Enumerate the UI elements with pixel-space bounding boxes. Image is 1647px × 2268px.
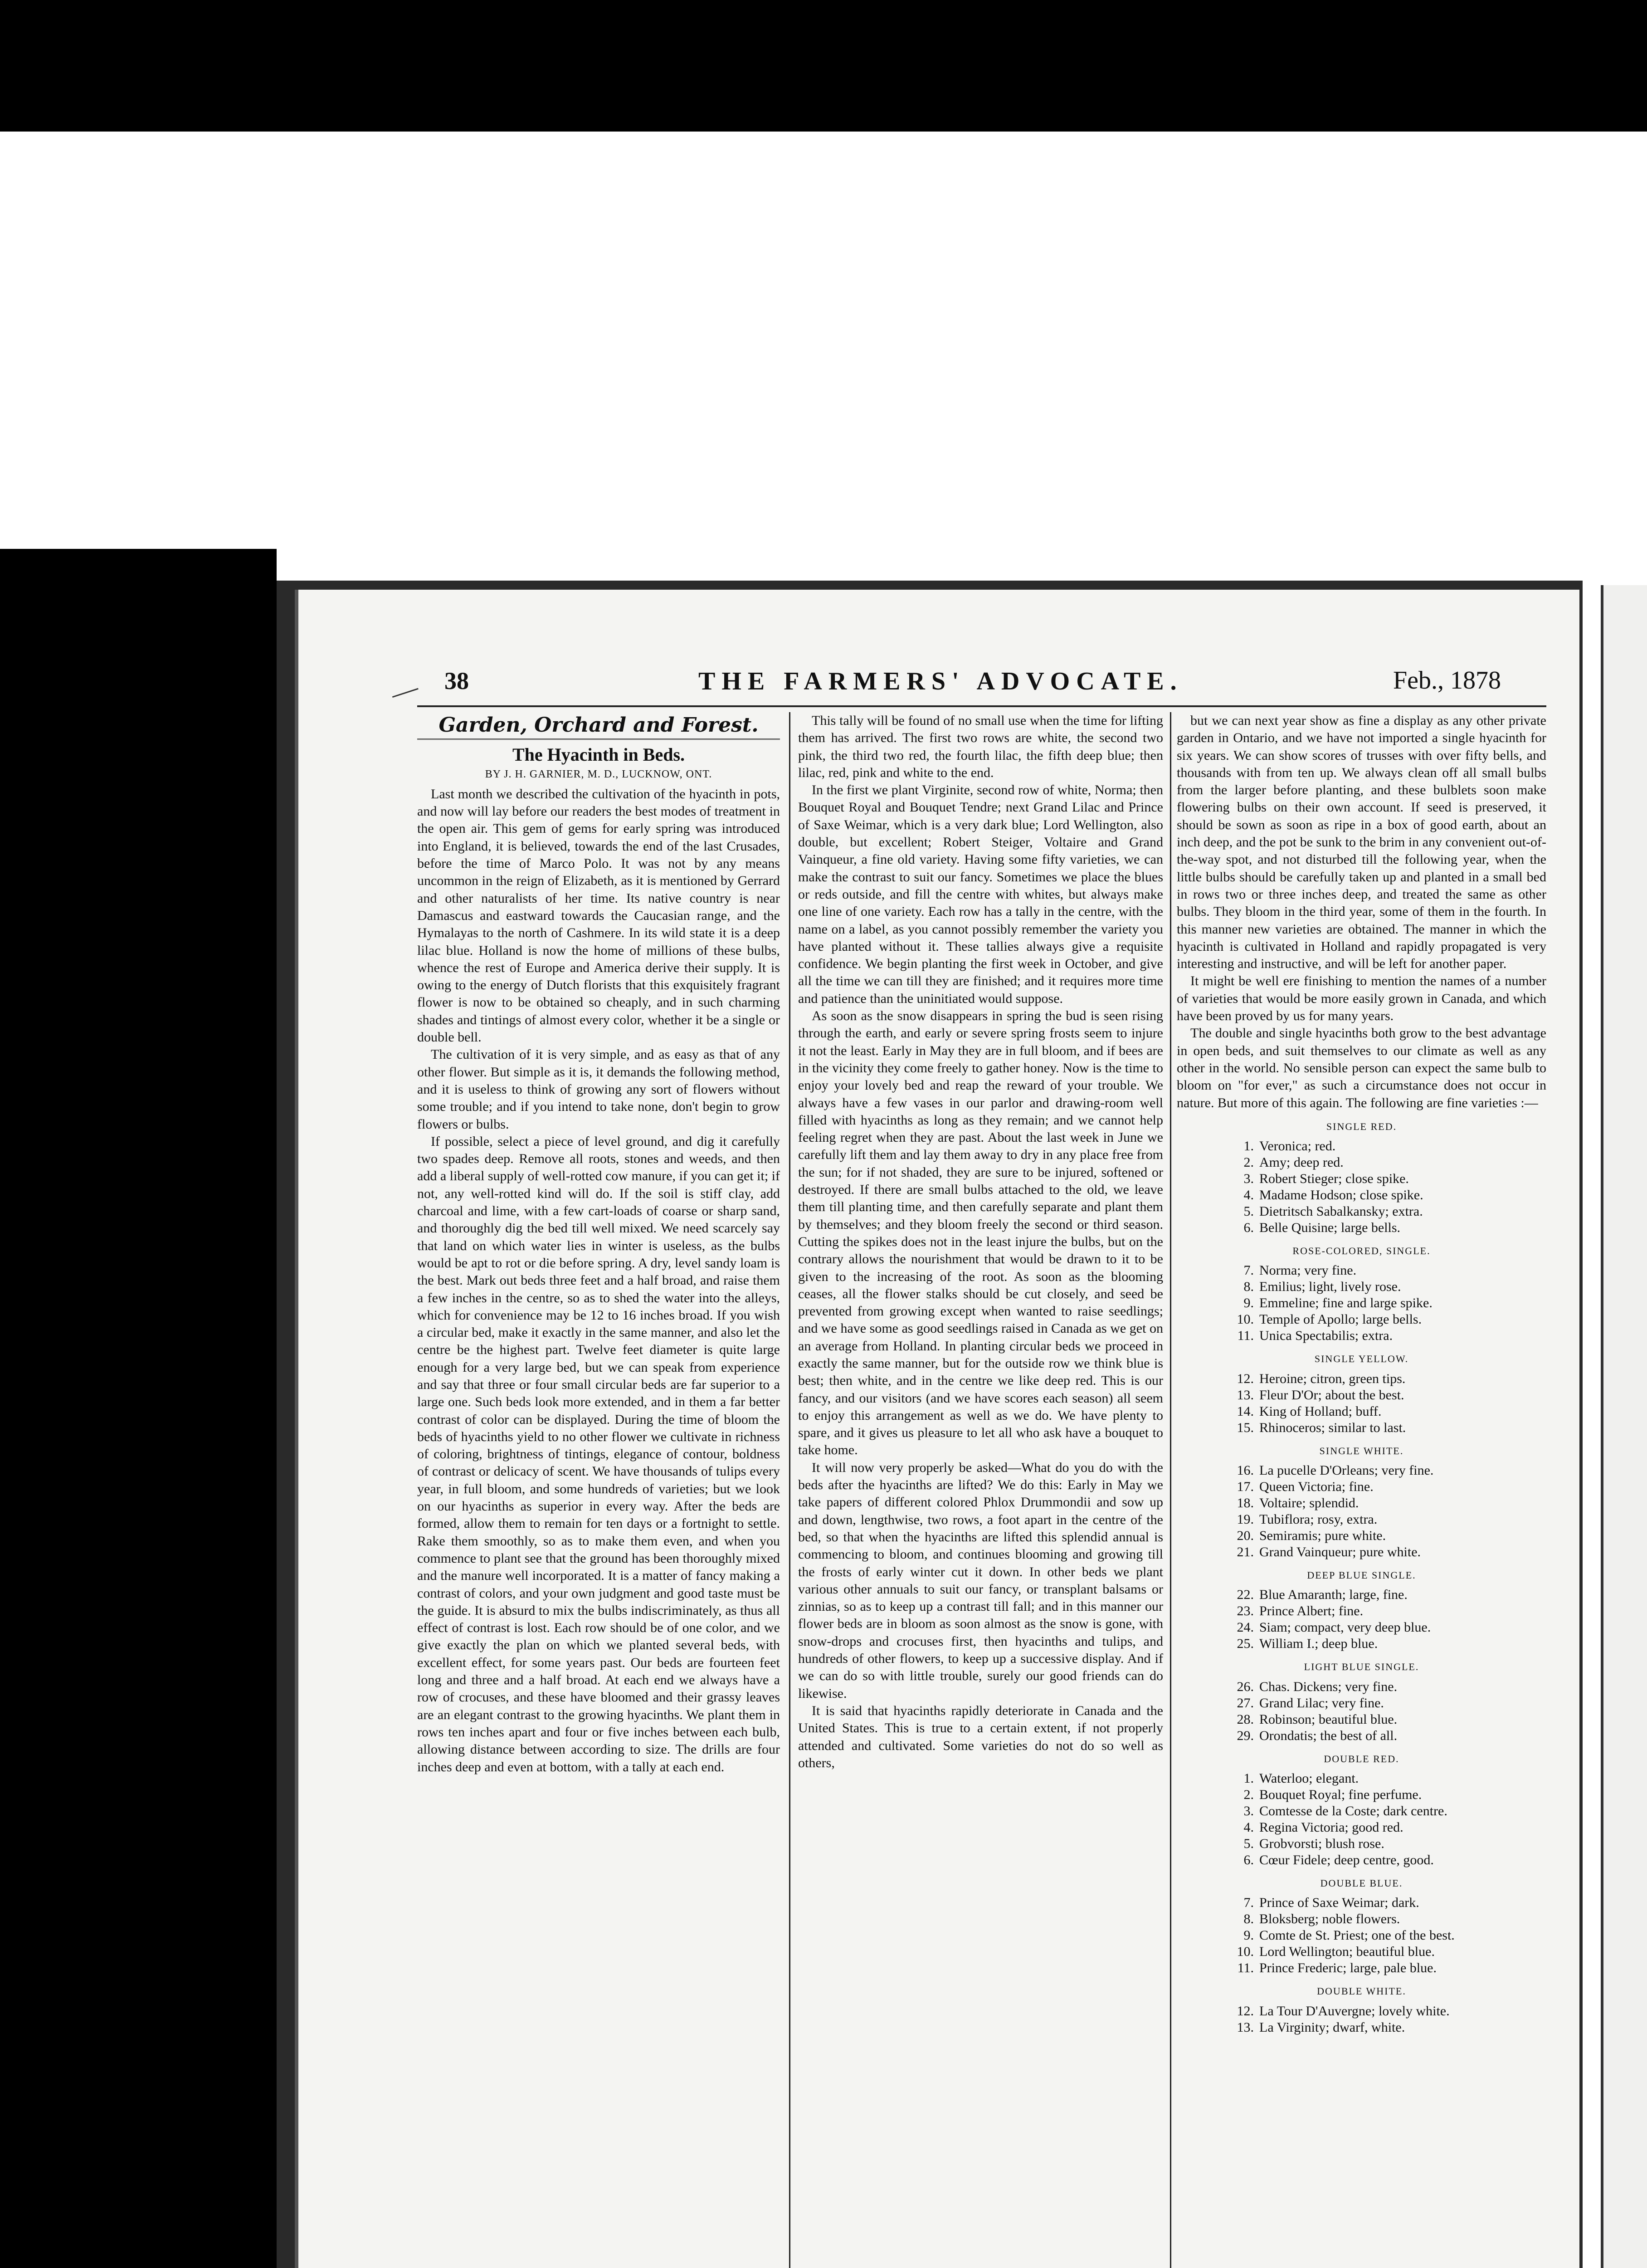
variety-item: [1231, 1587, 1546, 1603]
scan-margin-top: [0, 132, 1647, 549]
paragraph: The cultivation of it is very simple, and as easy as that of any other flower. But simple as it is, it demands the following method, and it is useless to think of growing any sort of flowers without some trouble; and if you intend to take none, don't begin to grow flowers or bulbs.: [417, 1047, 780, 1132]
variety-number: 9.: [1243, 1295, 1254, 1311]
variety-number: 23.: [1237, 1603, 1254, 1619]
variety-item: [1231, 1462, 1546, 1479]
variety-item: [1231, 1819, 1546, 1836]
variety-name: King of Holland; buff.: [1259, 1403, 1382, 1419]
variety-number: 5.: [1243, 1204, 1254, 1219]
variety-item: [1231, 1852, 1546, 1868]
variety-name: Tubiflora; rosy, extra.: [1259, 1512, 1378, 1527]
paragraph: If possible, select a piece of level ground, and dig it carefully two spades deep. Remove all roots, stones and weeds, and then add a liberal supply of well-rotted cow manure, if you can get it; if not, any well-rotted kind will do. If the soil is stiff clay, add charcoal and lime, with a few cart-loads of coarse or sharp sand, and thoroughly dig the bed till well mixed. We need scarcely say that land on which water lies in winter is useless, as the bulbs would be apt to rot or die before spring. A dry, level sandy loam is the best. Mark out beds three feet and a half broad, and raise them a few inches in the centre, so as to shed the water into the alleys, which for convenience may be 12 to 16 inches broad. If you wish a circular bed, make it exactly in the same manner, and also let the centre be the highest part. Twelve feet diameter is quite large enough for a very large bed, but we can speak from experience and say that three or four small circular beds are far superior to a large one. Such beds look more extended, and in them a far better contrast of color can be displayed. During the time of bloom the beds of hyacinths yield to no other flower we cultivate in richness of coloring, brightness of tintings, elegance of contour, boldness of contrast or delicacy of scent. We have thousands of tulips every year, in full bloom, and some hundreds of varieties; but we look on our hyacinths as superior in every way. After the beds are formed, allow them to remain for ten days or a fortnight to settle. Rake them smoothly, so as to make them even, and when you commence to plant see that the ground has been thoroughly mixed and the manure well incorporated. It is a matter of fancy making a contrast of colors, and your own judgment and good taste must be the guide. It is absurd to mix the bulbs indiscriminately, as thus all effect of contrast is lost. Each row should be of one color, and we give exactly the plan on which we planted several beds, with excellent effect, for some years past. Our beds are fourteen feet long and three and a half broad. At each end we always have a row of crocuses, and these have bloomed and their grassy leaves are an elegant contrast to the growing hyacinths. We plant them in rows ten inches apart and four or five inches between each bulb, allowing distance between according to size. The drills are four inches deep and even at bottom, with a tally at each end.: [417, 1134, 780, 1774]
variety-number: 2.: [1243, 1787, 1254, 1802]
variety-number: 1.: [1243, 1139, 1254, 1154]
variety-item: [1231, 1695, 1546, 1711]
variety-item: [1231, 1495, 1546, 1511]
variety-number: 14.: [1237, 1403, 1254, 1419]
variety-list-heading: SINGLE RED.: [1326, 1120, 1397, 1132]
variety-list: [1177, 2003, 1546, 2036]
variety-item: [1231, 1371, 1546, 1387]
variety-name: Heroine; citron, green tips.: [1259, 1371, 1406, 1386]
column-rule: [789, 712, 790, 2268]
variety-item: [1231, 1220, 1546, 1236]
facing-page-edge: [1601, 585, 1647, 2268]
variety-item: [1231, 1171, 1546, 1187]
variety-item: [1231, 1836, 1546, 1852]
variety-name: Siam; compact, very deep blue.: [1259, 1620, 1431, 1635]
variety-number: 3.: [1243, 1803, 1254, 1818]
variety-name: Comte de St. Priest; one of the best.: [1259, 1928, 1455, 1943]
variety-number: 22.: [1237, 1587, 1254, 1603]
variety-number: 4.: [1243, 1188, 1254, 1203]
variety-item: [1231, 1619, 1546, 1636]
variety-name: Prince Frederic; large, pale blue.: [1259, 1960, 1437, 1976]
variety-item: [1231, 1770, 1546, 1787]
variety-number: 8.: [1243, 1911, 1254, 1927]
variety-item: [1231, 1528, 1546, 1544]
variety-number: 12.: [1237, 2003, 1254, 2019]
variety-lists: [1177, 1118, 1546, 2036]
variety-list: [1177, 1587, 1546, 1652]
variety-name: Semiramis; pure white.: [1259, 1528, 1386, 1544]
variety-item: [1231, 1262, 1546, 1279]
variety-name: Veronica; red.: [1259, 1139, 1336, 1154]
variety-number: 27.: [1237, 1695, 1254, 1711]
variety-item: [1231, 1960, 1546, 1976]
variety-item: [1231, 1311, 1546, 1328]
variety-number: 8.: [1243, 1279, 1254, 1295]
page-number: 38: [444, 667, 469, 694]
variety-number: 24.: [1237, 1620, 1254, 1635]
variety-name: Emilius; light, lively rose.: [1259, 1279, 1401, 1295]
variety-name: Comtesse de la Coste; dark centre.: [1259, 1803, 1447, 1818]
variety-item: [1231, 1511, 1546, 1528]
variety-item: [1231, 1420, 1546, 1436]
column-rule: [1170, 712, 1171, 2268]
variety-number: 13.: [1237, 1387, 1254, 1403]
variety-number: 11.: [1237, 1960, 1254, 1976]
variety-name: Cœur Fidele; deep centre, good.: [1259, 1852, 1434, 1867]
variety-name: Amy; deep red.: [1259, 1155, 1344, 1170]
variety-number: 20.: [1237, 1528, 1254, 1544]
variety-item: [1231, 1403, 1546, 1420]
variety-name: Prince Albert; fine.: [1259, 1603, 1364, 1619]
section-heading: Garden, Orchard and Forest.: [417, 717, 780, 740]
variety-list: [1177, 1371, 1546, 1436]
variety-name: La Virginity; dwarf, white.: [1259, 2019, 1405, 2035]
variety-item: [1231, 1279, 1546, 1295]
variety-number: 25.: [1237, 1636, 1254, 1652]
variety-name: Robinson; beautiful blue.: [1259, 1711, 1398, 1727]
variety-number: 26.: [1237, 1679, 1254, 1694]
variety-number: 9.: [1243, 1928, 1254, 1943]
variety-list-heading: DOUBLE BLUE.: [1320, 1877, 1403, 1889]
paragraph: Last month we described the cultivation of the hyacinth in pots, and now will lay before our readers the best modes of treatment in the open air. This gem of gems for early spring was introduced into England, it is believed, towards the end of the last Crusades, before the time of Marco Polo. It was not by any means uncommon in the reign of Elizabeth, as it is mentioned by Gerrard and other naturalists of her time. Its native country is near Damascus and eastward towards the Caucasian range, and the Hymalayas to the north of Cashmere. In its wild state it is a deep lilac blue. Holland is now the home of millions of these bulbs, whence the rest of Europe and America derive their supply. It is owing to the energy of Dutch florists that this exquisitely fragrant flower is now to be obtained so cheaply, and in such charming shades and tintings of almost every color, whether it be a single or double bell.: [417, 786, 780, 1045]
variety-name: William I.; deep blue.: [1259, 1636, 1378, 1652]
variety-name: Voltaire; splendid.: [1259, 1496, 1359, 1511]
variety-number: 5.: [1243, 1836, 1254, 1851]
variety-number: 29.: [1237, 1728, 1254, 1743]
variety-number: 7.: [1243, 1895, 1254, 1911]
variety-number: 6.: [1243, 1220, 1254, 1236]
variety-number: 7.: [1243, 1263, 1254, 1278]
variety-number: 10.: [1237, 1944, 1254, 1960]
variety-name: La pucelle D'Orleans; very fine.: [1259, 1463, 1434, 1478]
paragraph: It might be well ere finishing to mention the names of a number of varieties that would be more easily grown in Canada, and which have been proved by us for many years.: [1177, 973, 1546, 1024]
variety-list: [1177, 1895, 1546, 1976]
variety-list-heading: SINGLE YELLOW.: [1314, 1353, 1409, 1365]
variety-item: [1231, 1544, 1546, 1560]
variety-name: Grand Vainqueur; pure white.: [1259, 1545, 1421, 1560]
variety-name: Regina Victoria; good red.: [1259, 1819, 1403, 1835]
variety-name: Orondatis; the best of all.: [1259, 1728, 1398, 1743]
variety-list: [1177, 1462, 1546, 1560]
column-1: [417, 712, 780, 2268]
variety-name: Rhinoceros; similar to last.: [1259, 1420, 1406, 1435]
variety-number: 3.: [1243, 1171, 1254, 1187]
variety-number: 19.: [1237, 1512, 1254, 1527]
variety-list: [1177, 1138, 1546, 1236]
variety-item: [1231, 1636, 1546, 1652]
column-2: [798, 712, 1163, 2268]
variety-item: [1231, 1203, 1546, 1220]
variety-number: 6.: [1243, 1852, 1254, 1867]
variety-list-heading: ROSE-COLORED, SINGLE.: [1292, 1245, 1431, 1257]
article-byline: BY J. H. GARNIER, M. D., LUCKNOW, ONT.: [485, 768, 712, 780]
variety-list-heading: LIGHT BLUE SINGLE.: [1304, 1661, 1419, 1673]
header-rule: [417, 705, 1546, 707]
variety-item: [1231, 1154, 1546, 1171]
variety-item: [1231, 1711, 1546, 1728]
issue-date: Feb., 1878: [1393, 666, 1501, 694]
variety-name: Temple of Apollo; large bells.: [1259, 1312, 1422, 1327]
variety-list: [1177, 1770, 1546, 1868]
paragraph: It will now very properly be asked—What do you do with the beds after the hyacinths are lifted? We do this: Early in May we take papers of different colored Phlox Drummondii and sow up and down, lengthwise, two rows, a foot apart in the centre of the bed, so that when the hyacinths are lifted this splendid annual is commencing to bloom, and continues blooming and growing till the frosts of early winter cut it down. In other beds we plant various other annuals to suit our fancy, or transplant balsams or zinnias, so as to keep up a contrast till fall; and in this manner our flower beds are in bloom as soon almost as the snow is gone, with snow-drops and crocuses first, then hyacinths and tulips, and hundreds of other flowers, to keep up a successive display. And if we can do so with little trouble, surely our good friends can do likewise.: [798, 1460, 1163, 1701]
variety-name: Blue Amaranth; large, fine.: [1259, 1587, 1408, 1603]
variety-number: 17.: [1237, 1479, 1254, 1495]
variety-name: Lord Wellington; beautiful blue.: [1259, 1944, 1435, 1960]
variety-number: 4.: [1243, 1819, 1254, 1835]
paragraph: but we can next year show as fine a display as any other private garden in Ontario, and we have not imported a single hyacinth for six years. We can show scores of trusses with over fifty bells, and thousands with from ten up. We always clean off all small bulbs from the larger before planting, and these bulblets soon make flowering bulbs on their own account. If seed is preserved, it should be sown as soon as ripe in a box of good earth, about an inch deep, and the pot be sunk to the brim in any convenient out-of-the-way spot, and not disturbed till the following year, when the little bulbs should be carefully taken up and planted in a small bed in rows two or three inches deep, and treated the same as other bulbs. They bloom in the third year, some of them in the fourth. In this manner new varieties are obtained. The manner in which the hyacinth is cultivated in Holland and rapidly propagated is very interesting and instructive, and will be left for another paper.: [1177, 713, 1546, 972]
masthead: THE FARMERS' ADVOCATE.: [698, 667, 1183, 695]
variety-name: Bouquet Royal; fine perfume.: [1259, 1787, 1422, 1802]
variety-item: [1231, 1911, 1546, 1927]
variety-name: Emmeline; fine and large spike.: [1259, 1295, 1433, 1311]
variety-number: 11.: [1237, 1328, 1254, 1344]
variety-number: 13.: [1237, 2019, 1254, 2035]
page-header: [444, 662, 1501, 699]
variety-name: Robert Stieger; close spike.: [1259, 1171, 1409, 1187]
variety-item: [1231, 1138, 1546, 1154]
variety-name: La Tour D'Auvergne; lovely white.: [1259, 2003, 1450, 2019]
variety-item: [1231, 1728, 1546, 1744]
variety-list-heading: DOUBLE RED.: [1324, 1753, 1399, 1765]
variety-number: 18.: [1237, 1496, 1254, 1511]
variety-name: Fleur D'Or; about the best.: [1259, 1387, 1404, 1403]
variety-number: 10.: [1237, 1312, 1254, 1327]
variety-name: Grobvorsti; blush rose.: [1259, 1836, 1384, 1851]
paragraph: This tally will be found of no small use when the time for lifting them has arrived. The first two rows are white, the second two pink, the third two red, the fourth lilac, the fifth deep blue; then lilac, red, pink and white to the end.: [798, 713, 1163, 780]
variety-name: Bloksberg; noble flowers.: [1259, 1911, 1400, 1927]
variety-name: Dietritsch Sabalkansky; extra.: [1259, 1204, 1423, 1219]
variety-list: [1177, 1679, 1546, 1744]
paragraph: The double and single hyacinths both grow to the best advantage in open beds, and suit themselves to our climate as well as any other in the world. No sensible person can expect the same bulb to bloom on "for ever," as such a circumstance does not occur in nature. But more of this again. The following are fine varieties :—: [1177, 1026, 1546, 1110]
article-title: The Hyacinth in Beds.: [512, 744, 685, 765]
variety-list-heading: SINGLE WHITE.: [1319, 1445, 1404, 1457]
variety-item: [1231, 1927, 1546, 1944]
paragraph: As soon as the snow disappears in spring the bud is seen rising through the earth, and early or severe spring frosts seem to injure it not the least. Early in May they are in full bloom, and if bees are in the vicinity they come freely to gather honey. Now is the time to enjoy your lovely bed and reap the reward of your trouble. We always have a few vases in our parlor and drawing-room well filled with hyacinths as long as they remain; and we cannot help feeling regret when they are past. About the last week in June we carefully lift them and lay them away to dry in any place free from the sun; for if not shaded, they are sure to be injured, softened or destroyed. If there are small bulbs attached to the old, we leave them till planting time, and then carefully separate and plant them by themselves; and they bloom freely the second or third season. Cutting the spikes does not in the least injure the bulbs, but on the contrary allows the nourishment that would be drawn to it to be given to the increasing of the root. As soon as the blooming ceases, all the flower stalks should be cut closely, and seed be prevented from growing except when wanted to raise seedlings; and we have some as good seedlings raised in Canada as we get on an average from Holland. In planting circular beds we proceed in exactly the same manner, but for the outside row we think blue is best; then white, and in the centre we like deep red. This is our fancy, and our visitors (and we have scores each season) all seem to enjoy this arrangement as well as we do. We have plenty to spare, and it gives us pleasure to let all who ask have a bouquet to take home.: [798, 1008, 1163, 1458]
variety-item: [1231, 1944, 1546, 1960]
variety-number: 28.: [1237, 1711, 1254, 1727]
variety-item: [1231, 1803, 1546, 1819]
paragraph: In the first we plant Virginite, second row of white, Norma; then Bouquet Royal and Bouquet Tendre; next Grand Lilac and Prince of Saxe Weimar, which is a very dark blue; Lord Wellington, also double, but excellent; Robert Steiger, Voltaire and Grand Vainqueur, a fine old variety. Having some fifty varieties, we can make the contrast to suit our fancy. Sometimes we place the blues or reds outside, and fill the centre with whites, but always make one line of one variety. Each row has a tally in the centre, with the name on a label, as you cannot possibly remember the variety you have planted without it. These tallies always give a requisite confidence. We begin planting the first week in October, and give all the time we can till they are finished; and it requires more time and patience than the uninitiated would suppose.: [798, 782, 1163, 1006]
variety-name: Norma; very fine.: [1259, 1263, 1357, 1278]
variety-name: Waterloo; elegant.: [1259, 1770, 1359, 1786]
variety-number: 12.: [1237, 1371, 1254, 1386]
variety-name: Queen Victoria; fine.: [1259, 1479, 1374, 1495]
variety-item: [1231, 1387, 1546, 1403]
variety-item: [1231, 1603, 1546, 1619]
variety-item: [1231, 1295, 1546, 1311]
variety-item: [1231, 2003, 1546, 2019]
variety-list-heading: DOUBLE WHITE.: [1317, 1985, 1406, 1997]
variety-name: Madame Hodson; close spike.: [1259, 1188, 1423, 1203]
variety-name: Belle Quisine; large bells.: [1259, 1220, 1401, 1236]
variety-number: 15.: [1237, 1420, 1254, 1435]
column-3: [1177, 712, 1546, 2268]
variety-name: Grand Lilac; very fine.: [1259, 1695, 1384, 1711]
variety-item: [1231, 1895, 1546, 1911]
variety-number: 2.: [1243, 1155, 1254, 1170]
variety-item: [1231, 1787, 1546, 1803]
variety-number: 1.: [1243, 1770, 1254, 1786]
variety-list: [1177, 1262, 1546, 1344]
variety-number: 21.: [1237, 1545, 1254, 1560]
paragraph: It is said that hyacinths rapidly deteriorate in Canada and the United States. This is true to a certain extent, if not properly attended and cultivated. Some varieties do not do so well as others,: [798, 1703, 1163, 1770]
variety-name: Prince of Saxe Weimar; dark.: [1259, 1895, 1419, 1911]
variety-item: [1231, 2019, 1546, 2036]
variety-item: [1231, 1328, 1546, 1344]
variety-list-heading: DEEP BLUE SINGLE.: [1307, 1569, 1416, 1581]
variety-item: [1231, 1187, 1546, 1203]
variety-item: [1231, 1679, 1546, 1695]
variety-name: Chas. Dickens; very fine.: [1259, 1679, 1398, 1694]
variety-name: Unica Spectabilis; extra.: [1259, 1328, 1393, 1344]
variety-number: 16.: [1237, 1463, 1254, 1478]
variety-item: [1231, 1479, 1546, 1495]
